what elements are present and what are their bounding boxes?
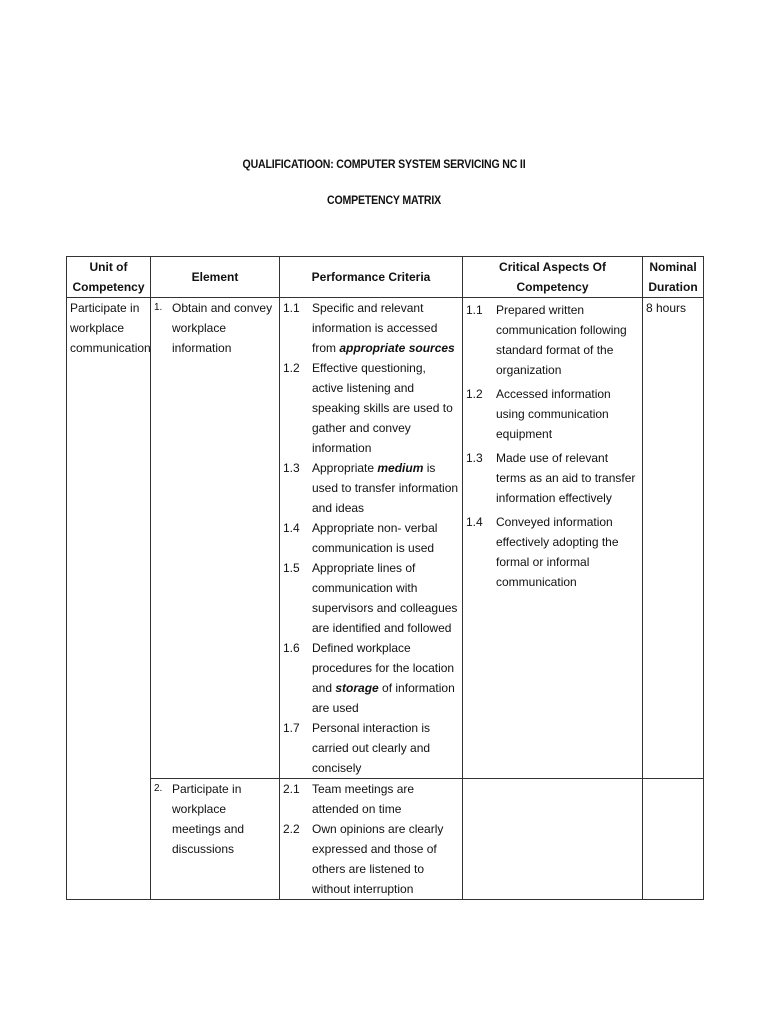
critical-aspect-number: 1.4 [466,515,483,529]
critical-aspect-text: Prepared written communication following standard format of the organization [496,303,627,377]
criteria-text-part: Appropriate [312,461,378,475]
element-number: 1. [154,302,163,313]
element-text: Participate in workplace meetings and discussions [172,782,245,856]
nominal-duration-cell [643,298,704,779]
critical-aspect-text: Conveyed information effectively adopting the formal or informal communication [496,515,619,589]
criteria-text [312,358,459,458]
unit-of-competency-text: Participate in workplace communication [70,301,151,355]
critical-aspect-item [466,512,639,592]
critical-aspect-item [466,300,639,380]
header-critical-aspects: Critical Aspects Of Competency [463,257,643,298]
critical-aspect-number: 1.3 [466,451,483,465]
nominal-duration-text: 8 hours [646,301,687,315]
criteria-item [283,638,459,718]
criteria-item [283,358,459,458]
criteria-emphasis: appropriate sources [339,341,455,355]
header-performance-criteria: Performance Criteria [280,257,463,298]
criteria-item [283,558,459,638]
criteria-number: 1.4 [283,521,300,535]
document-subtitle: COMPETENCY MATRIX [327,193,441,207]
element-cell [151,779,280,900]
criteria-item [283,458,459,518]
header-unit-of-competency: Unit of Competency [67,257,151,298]
criteria-text [312,458,459,518]
element-cell [151,298,280,779]
unit-of-competency-cell [67,298,151,900]
criteria-number: 1.5 [283,561,300,575]
critical-aspects-cell-empty [463,779,643,900]
criteria-text [312,718,459,778]
criteria-number: 1.7 [283,721,300,735]
criteria-number: 1.2 [283,361,300,375]
element-number: 2. [154,783,163,794]
performance-criteria-cell [280,779,463,900]
criteria-text-part: Effective questioning, active listening and speaking skills are used to gather and convey information [312,361,453,455]
critical-aspect-item [466,448,639,508]
criteria-text-part: Specific and relevant information is accessed from [312,301,438,355]
criteria-text-part: Appropriate lines of communication with supervisors and colleagues are identified and followed [312,561,458,635]
nominal-duration-cell-empty [643,779,704,900]
header-nominal-duration: Nominal Duration [643,257,704,298]
critical-aspects-cell [463,298,643,779]
critical-aspect-item [466,384,639,444]
element-item [154,298,276,358]
performance-criteria-cell [280,298,463,779]
criteria-text-part: of information are used [312,681,455,715]
criteria-text [312,779,459,819]
criteria-text-part: Own opinions are clearly expressed and those of others are listened to without interruption [312,822,444,896]
criteria-number: 2.2 [283,822,300,836]
criteria-text-part: Personal interaction is carried out clearly and concisely [312,721,431,775]
criteria-text [312,558,459,638]
criteria-text [312,298,459,358]
criteria-text-part: Appropriate non- verbal communication is used [312,521,438,555]
criteria-item [283,718,459,778]
criteria-text-part: is used to transfer information and ideas [312,461,459,515]
table-header-row [67,257,704,298]
competency-matrix-table [66,256,704,900]
criteria-item [283,298,459,358]
critical-aspect-number: 1.1 [466,303,483,317]
document-title: QUALIFICATIOON: COMPUTER SYSTEM SERVICING NC II [242,157,526,171]
criteria-emphasis: storage [335,681,379,695]
criteria-text-part: Defined workplace procedures for the location and [312,641,455,695]
criteria-item [283,819,459,899]
criteria-text [312,518,459,558]
criteria-item [283,779,459,819]
criteria-text-part: Team meetings are attended on time [312,782,415,816]
criteria-number: 2.1 [283,782,300,796]
critical-aspect-text: Made use of relevant terms as an aid to transfer information effectively [496,451,636,505]
criteria-number: 1.6 [283,641,300,655]
critical-aspect-text: Accessed information using communication equipment [496,387,611,441]
table-row [67,779,704,900]
table-row [67,298,704,779]
element-text: Obtain and convey workplace information [172,301,273,355]
criteria-text [312,638,459,718]
criteria-emphasis: medium [377,461,424,475]
criteria-number: 1.1 [283,301,300,315]
critical-aspect-number: 1.2 [466,387,483,401]
criteria-text [312,819,459,899]
criteria-number: 1.3 [283,461,300,475]
header-element: Element [151,257,280,298]
criteria-item [283,518,459,558]
element-item [154,779,276,859]
